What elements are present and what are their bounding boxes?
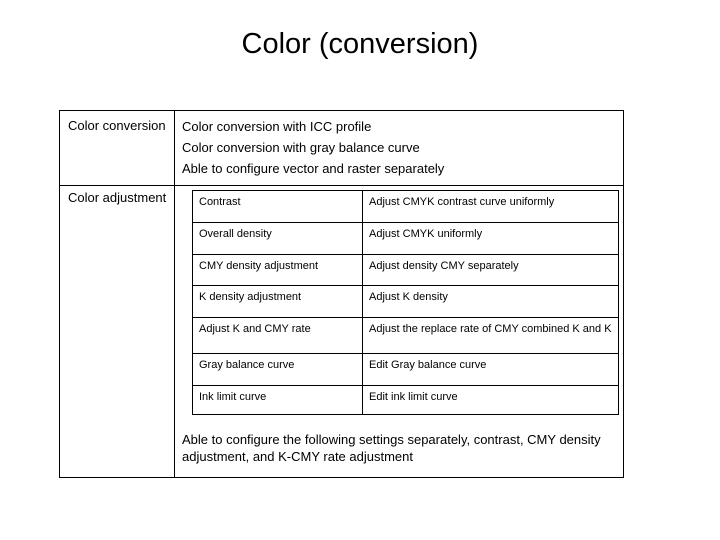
description-cell: Edit Gray balance curve [363,354,619,386]
description-cell: Edit ink limit curve [363,386,619,415]
setting-cell: K density adjustment [193,286,363,318]
description-cell: Adjust the replace rate of CMY combined K and K [363,318,619,354]
description-cell: Adjust K density [363,286,619,318]
table-row [193,223,619,255]
setting-cell: Gray balance curve [193,354,363,386]
table-row [193,354,619,386]
adjustment-note: Able to configure the following settings separately, contrast, CMY density adjustment, and K-CMY rate adjustment [182,432,601,464]
setting-cell: Adjust K and CMY rate [193,318,363,354]
row-divider [60,185,623,186]
setting-cell: Ink limit curve [193,386,363,415]
description-cell: Adjust CMYK uniformly [363,223,619,255]
description-cell: Adjust density CMY separately [363,255,619,286]
table-row [193,386,619,415]
slide-title: Color (conversion) [241,28,479,60]
color-conversion-label: Color conversion [68,118,166,133]
table-row [193,286,619,318]
conversion-line: Able to configure vector and raster separately [182,161,445,176]
color-table [59,110,624,478]
adjustment-settings-table [192,190,619,415]
table-row [193,255,619,286]
description-cell: Adjust CMYK contrast curve uniformly [363,191,619,223]
color-adjustment-label: Color adjustment [68,190,167,205]
setting-cell: Contrast [193,191,363,223]
conversion-line: Color conversion with gray balance curve [182,140,420,155]
table-row [193,191,619,223]
conversion-line: Color conversion with ICC profile [182,119,372,134]
table-row [193,318,619,354]
setting-cell: CMY density adjustment [193,255,363,286]
column-divider [174,111,175,477]
setting-cell: Overall density [193,223,363,255]
color-conversion-details [182,116,444,179]
